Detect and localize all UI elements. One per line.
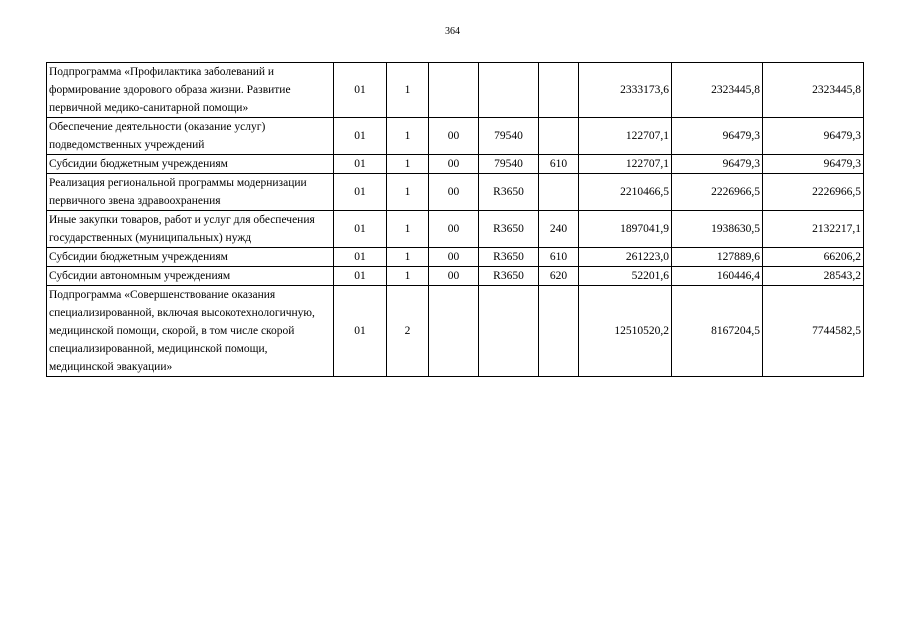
row-value-1: 12510520,2 [579,286,672,377]
row-mr: 00 [429,211,479,248]
row-value-3: 2226966,5 [763,174,864,211]
row-vr: 610 [539,155,579,174]
row-name: Обеспечение деятельности (оказание услуг) подведомственных учреждений [47,118,334,155]
row-value-3: 7744582,5 [763,286,864,377]
row-rz: 01 [334,118,387,155]
row-value-3: 66206,2 [763,248,864,267]
row-name: Субсидии автономным учреждениям [47,267,334,286]
row-value-3: 2132217,1 [763,211,864,248]
row-csr [479,63,539,118]
row-value-1: 1897041,9 [579,211,672,248]
row-value-2: 127889,6 [672,248,763,267]
row-vr [539,63,579,118]
row-pr: 1 [387,211,429,248]
row-vr [539,286,579,377]
row-value-2: 2323445,8 [672,63,763,118]
table-row [47,267,864,286]
row-rz: 01 [334,63,387,118]
row-value-2: 2226966,5 [672,174,763,211]
row-name: Реализация региональной программы модернизации первичного звена здравоохранения [47,174,334,211]
row-mr: 00 [429,118,479,155]
row-csr: R3650 [479,211,539,248]
row-rz: 01 [334,267,387,286]
row-name: Подпрограмма «Совершенствование оказания специализированной, включая высокотехнологичную, медицинской помощи, скорой, в том числе скорой специализированной, медицинской помощи, медицинской эвакуации» [47,286,334,377]
row-value-3: 2323445,8 [763,63,864,118]
row-rz: 01 [334,286,387,377]
row-value-1: 122707,1 [579,155,672,174]
row-value-1: 2210466,5 [579,174,672,211]
row-name: Подпрограмма «Профилактика заболеваний и формирование здорового образа жизни. Развитие первичной медико-санитарной помощи» [47,63,334,118]
row-csr: 79540 [479,155,539,174]
row-mr [429,63,479,118]
row-value-1: 2333173,6 [579,63,672,118]
table-row [47,286,864,377]
row-csr: R3650 [479,248,539,267]
row-rz: 01 [334,174,387,211]
table-row [47,155,864,174]
row-value-1: 122707,1 [579,118,672,155]
row-pr: 1 [387,155,429,174]
row-rz: 01 [334,155,387,174]
row-vr: 620 [539,267,579,286]
row-pr: 1 [387,174,429,211]
row-pr: 2 [387,286,429,377]
row-rz: 01 [334,211,387,248]
row-pr: 1 [387,63,429,118]
row-name: Субсидии бюджетным учреждениям [47,248,334,267]
row-value-2: 96479,3 [672,118,763,155]
row-mr [429,286,479,377]
row-mr: 00 [429,248,479,267]
table-row [47,211,864,248]
table-row [47,63,864,118]
row-name: Иные закупки товаров, работ и услуг для обеспечения государственных (муниципальных) нужд [47,211,334,248]
row-pr: 1 [387,267,429,286]
row-value-3: 96479,3 [763,155,864,174]
budget-table [46,62,864,377]
row-value-2: 96479,3 [672,155,763,174]
row-csr: 79540 [479,118,539,155]
table-row [47,118,864,155]
row-value-1: 261223,0 [579,248,672,267]
row-mr: 00 [429,155,479,174]
row-csr: R3650 [479,174,539,211]
row-value-3: 28543,2 [763,267,864,286]
row-vr: 610 [539,248,579,267]
row-vr [539,118,579,155]
row-value-2: 160446,4 [672,267,763,286]
row-mr: 00 [429,174,479,211]
row-vr [539,174,579,211]
row-csr: R3650 [479,267,539,286]
row-value-2: 8167204,5 [672,286,763,377]
table-row [47,248,864,267]
row-rz: 01 [334,248,387,267]
row-pr: 1 [387,118,429,155]
row-vr: 240 [539,211,579,248]
table-row [47,174,864,211]
row-csr [479,286,539,377]
row-name: Субсидии бюджетным учреждениям [47,155,334,174]
row-value-1: 52201,6 [579,267,672,286]
row-mr: 00 [429,267,479,286]
row-pr: 1 [387,248,429,267]
row-value-3: 96479,3 [763,118,864,155]
row-value-2: 1938630,5 [672,211,763,248]
page-number: 364 [445,26,460,37]
